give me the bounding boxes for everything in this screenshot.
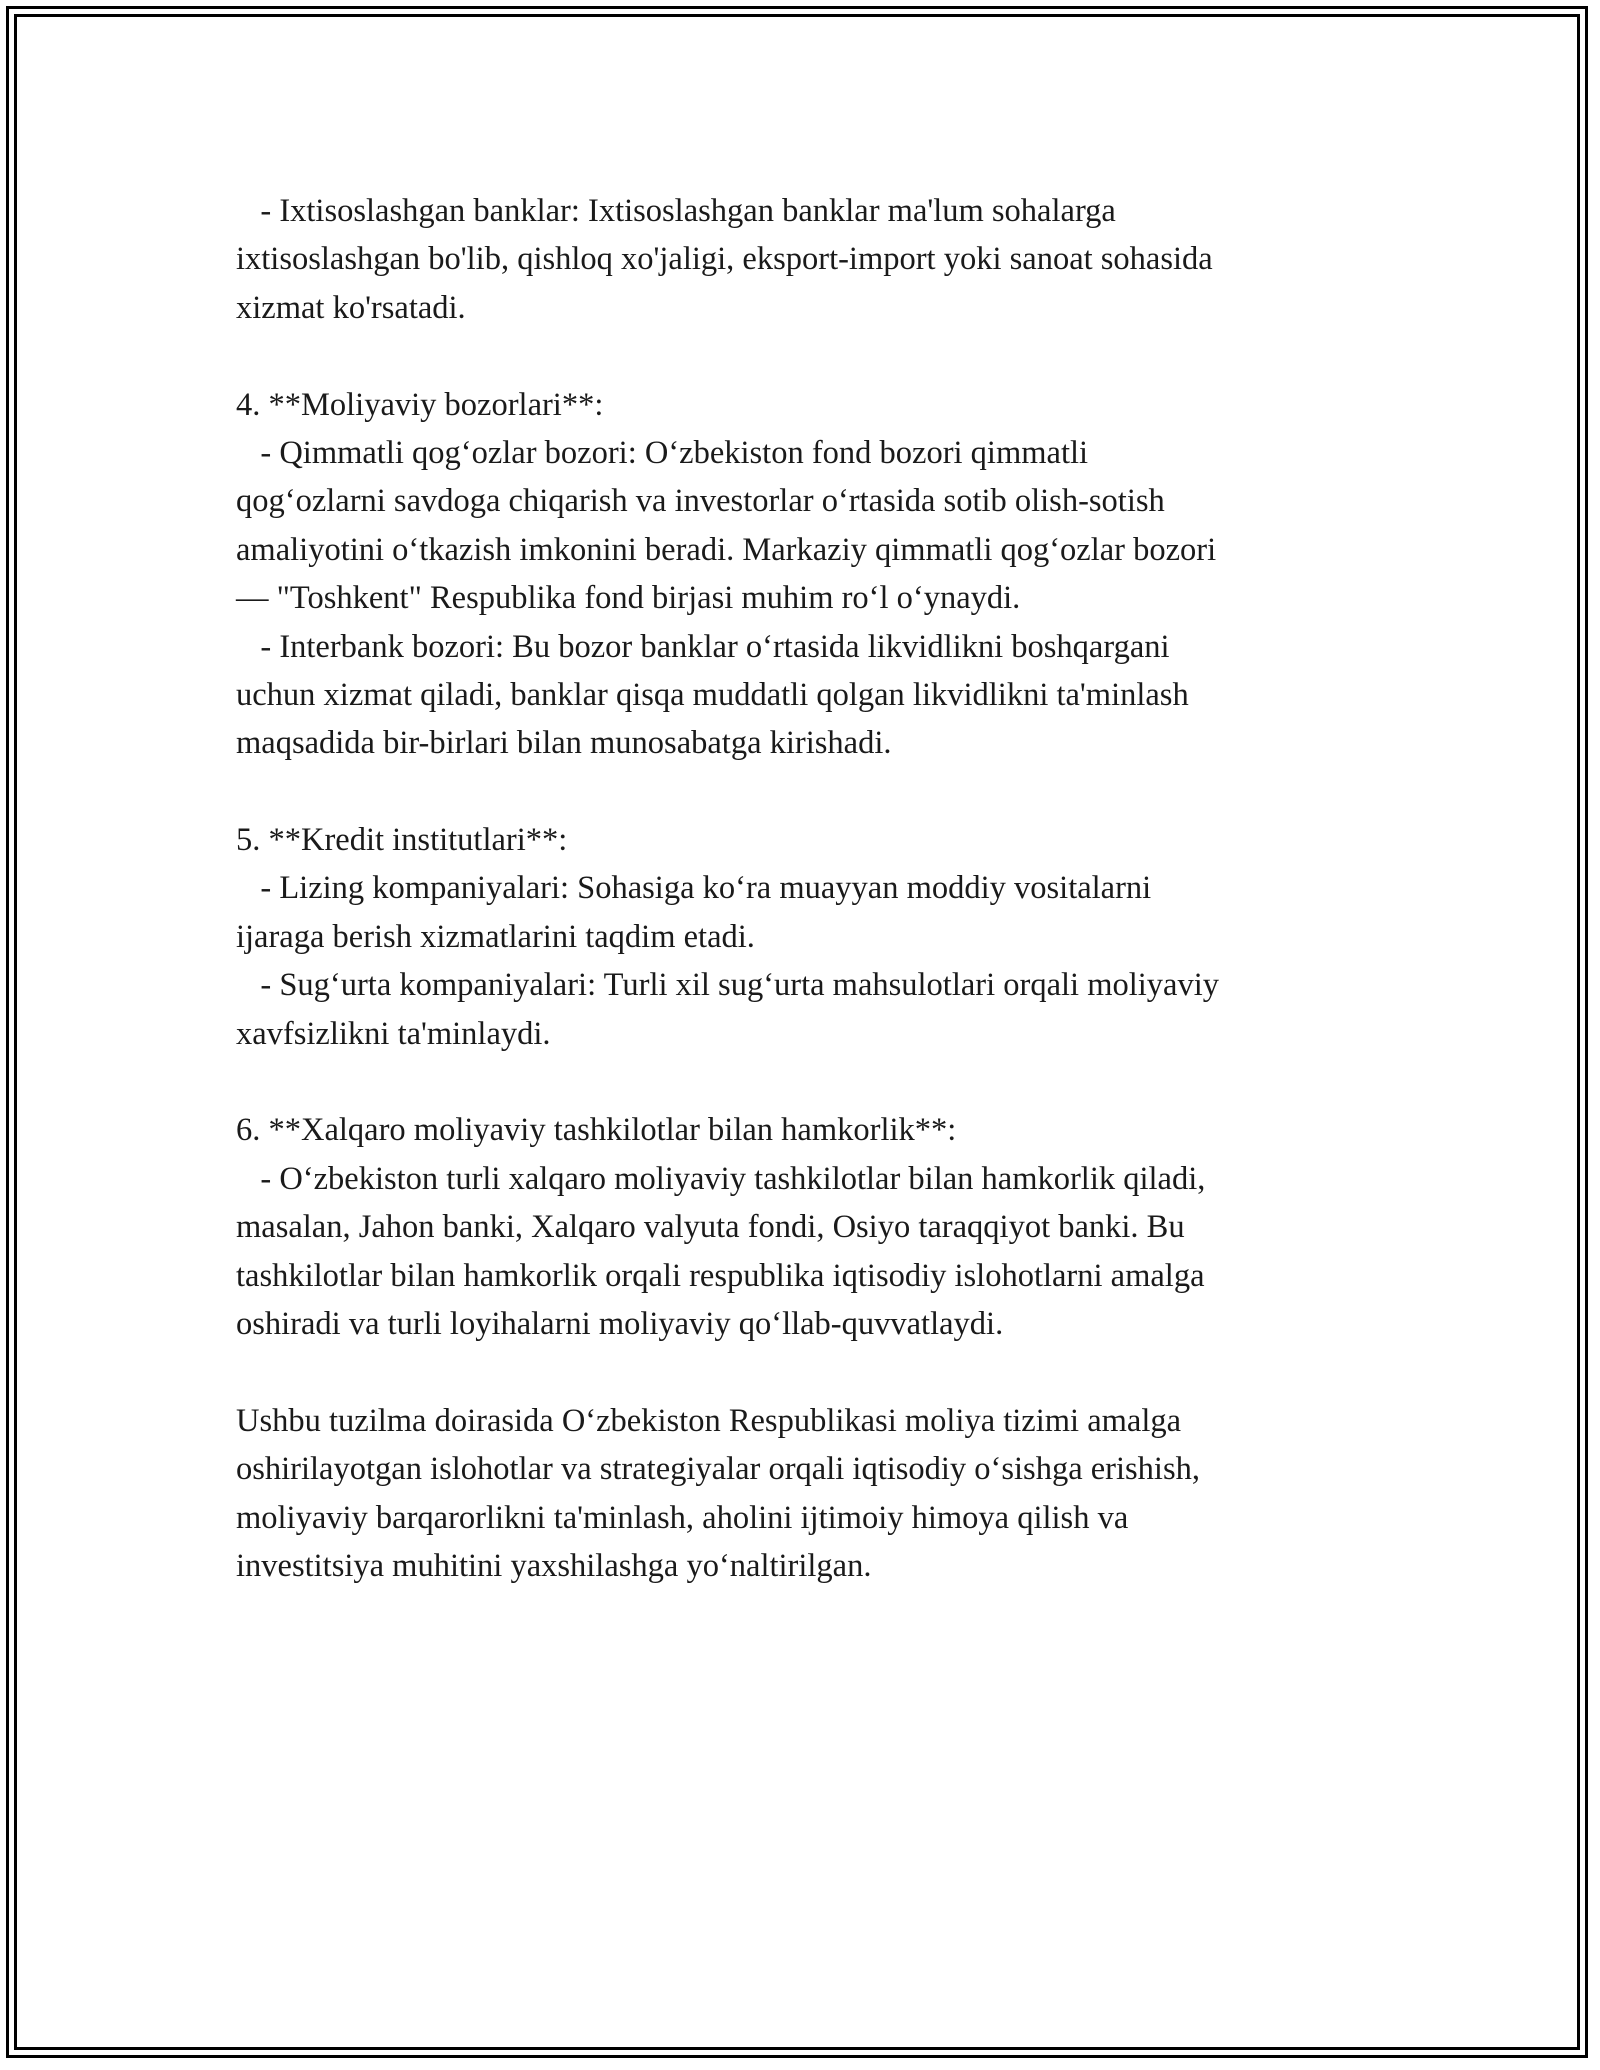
text-line: tashkilotlar bilan hamkorlik orqali respublika iqtisodiy islohotlarni amalga [236, 1257, 1205, 1294]
text-line: — "Toshkent" Respublika fond birjasi muhim ro‘l o‘ynaydi. [236, 580, 1021, 617]
text-line: masalan, Jahon banki, Xalqaro valyuta fondi, Osiyo taraqqiyot banki. Bu [236, 1209, 1185, 1246]
text-line: - O‘zbekiston turli xalqaro moliyaviy tashkilotlar bilan hamkorlik qiladi, [236, 1160, 1206, 1197]
document-body [236, 187, 1376, 1590]
text-line: xavfsizlikni ta'minlaydi. [236, 1015, 551, 1052]
paragraph-financial-markets [236, 381, 1376, 768]
section-heading: 6. **Xalqaro moliyaviy tashkilotlar bilan hamkorlik**: [236, 1112, 957, 1149]
section-heading: 4. **Moliyaviy bozorlari**: [236, 386, 604, 423]
text-line: qog‘ozlarni savdoga chiqarish va investorlar o‘rtasida sotib olish-sotish [236, 483, 1165, 520]
text-line: - Interbank bozori: Bu bozor banklar o‘rtasida likvidlikni boshqargani [236, 628, 1170, 665]
paragraph-spacer [236, 768, 1376, 816]
section-heading: 5. **Kredit institutlari**: [236, 822, 568, 859]
text-line: oshirilayotgan islohotlar va strategiyalar orqali iqtisodiy o‘sishga erishish, [236, 1451, 1200, 1488]
text-line: - Qimmatli qog‘ozlar bozori: O‘zbekiston fond bozori qimmatli [236, 434, 1089, 471]
paragraph-conclusion [236, 1397, 1376, 1591]
text-line: ixtisoslashgan bo'lib, qishloq xo'jaligi, eksport-import yoki sanoat sohasida [236, 241, 1213, 278]
text-line: maqsadida bir-birlari bilan munosabatga kirishadi. [236, 725, 892, 762]
text-line: Ushbu tuzilma doirasida O‘zbekiston Respublikasi moliya tizimi amalga [236, 1402, 1182, 1439]
paragraph-international-cooperation [236, 1106, 1376, 1348]
text-line: ijaraga berish xizmatlarini taqdim etadi. [236, 918, 755, 955]
text-line: - Ixtisoslashgan banklar: Ixtisoslashgan banklar ma'lum sohalarga [236, 193, 1116, 229]
paragraph-credit-institutions [236, 816, 1376, 1058]
text-line: xizmat ko'rsatadi. [236, 289, 466, 326]
paragraph-spacer [236, 1058, 1376, 1106]
text-line: amaliyotini o‘tkazish imkonini beradi. Markaziy qimmatli qog‘ozlar bozori [236, 531, 1217, 568]
text-line: moliyaviy barqarorlikni ta'minlash, aholini ijtimoiy himoya qilish va [236, 1499, 1129, 1536]
text-line: - Sug‘urta kompaniyalari: Turli xil sug‘urta mahsulotlari orqali moliyaviy [236, 967, 1219, 1004]
paragraph-spacer [236, 1348, 1376, 1396]
text-line: oshiradi va turli loyihalarni moliyaviy qo‘llab-quvvatlaydi. [236, 1305, 1004, 1342]
paragraph-specialized-banks [236, 187, 1376, 332]
paragraph-spacer [236, 332, 1376, 380]
text-line: - Lizing kompaniyalari: Sohasiga ko‘ra muayyan moddiy vositalarni [236, 870, 1152, 907]
text-line: investitsiya muhitini yaxshilashga yo‘naltirilgan. [236, 1547, 872, 1584]
text-line: uchun xizmat qiladi, banklar qisqa muddatli qolgan likvidlikni ta'minlash [236, 676, 1189, 713]
